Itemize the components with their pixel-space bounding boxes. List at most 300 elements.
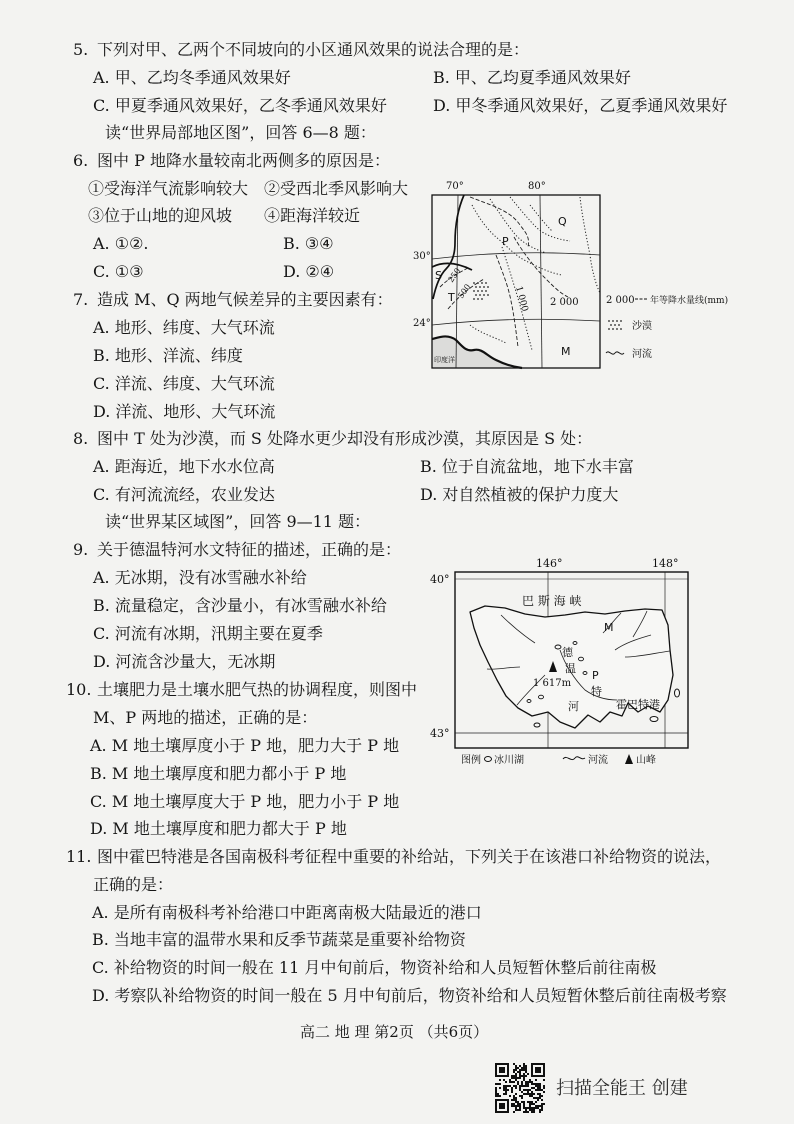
- qr-module: [521, 1069, 523, 1071]
- qr-module: [533, 1103, 535, 1105]
- river-name-char-2: 温: [565, 662, 576, 675]
- reading-instruction-1: 读“世界局部地区图”，回答 6—8 题：: [105, 123, 376, 142]
- qr-module: [529, 1095, 531, 1097]
- legend-isohyet-label: 年等降水量线(mm): [650, 296, 729, 306]
- qr-module: [541, 1095, 543, 1097]
- qr-module: [513, 1111, 515, 1113]
- q7-option-c: C. 洋流、纬度、大气环流: [93, 374, 275, 393]
- qr-module: [539, 1083, 541, 1085]
- qr-module: [499, 1079, 501, 1081]
- q10-option-c: C. M 地土壤厚度大于 P 地，肥力小于 P 地: [90, 792, 400, 811]
- ocean-label: 印度洋: [434, 356, 455, 364]
- qr-module: [515, 1105, 517, 1107]
- qr-module: [531, 1083, 533, 1085]
- qr-module: [537, 1105, 539, 1107]
- qr-module: [525, 1109, 527, 1111]
- qr-module: [499, 1087, 501, 1089]
- qr-module: [525, 1065, 527, 1067]
- qr-module: [527, 1085, 529, 1087]
- qr-module: [537, 1097, 539, 1099]
- qr-module: [513, 1105, 515, 1107]
- qr-module: [515, 1065, 517, 1067]
- qr-module: [537, 1083, 539, 1085]
- qr-module: [515, 1087, 517, 1089]
- qr-module: [527, 1083, 529, 1085]
- qr-module: [495, 1083, 497, 1085]
- q5-option-d: D. 甲冬季通风效果好，乙夏季通风效果好: [433, 96, 728, 115]
- parallel-24: [432, 319, 600, 325]
- q10-option-b: B. M 地土壤厚度和肥力都小于 P 地: [90, 764, 347, 783]
- legend-isohyet-value: 2 000: [606, 295, 635, 306]
- qr-module: [511, 1075, 513, 1077]
- qr-module: [495, 1095, 497, 1097]
- latitude-label-24: 24°: [413, 318, 431, 329]
- q6-stem: 图中 P 地降水量较南北两侧多的原因是：: [97, 151, 390, 170]
- qr-module: [519, 1073, 521, 1075]
- qr-module: [527, 1111, 529, 1113]
- qr-module: [517, 1109, 519, 1111]
- qr-module: [529, 1109, 531, 1111]
- qr-module: [523, 1089, 525, 1091]
- qr-module: [515, 1097, 517, 1099]
- qr-module: [511, 1089, 513, 1091]
- qr-module: [523, 1077, 525, 1079]
- world-region-map: [425, 555, 695, 770]
- qr-module: [519, 1065, 521, 1067]
- qr-module: [523, 1085, 525, 1087]
- q5-stem: 下列对甲、乙两个不同坡向的小区通风效果的说法合理的是：: [97, 40, 530, 59]
- qr-module: [513, 1069, 515, 1071]
- small-island: [675, 689, 680, 697]
- qr-module: [517, 1071, 519, 1073]
- qr-module: [525, 1111, 527, 1113]
- q5-number: 5.: [73, 40, 89, 59]
- q6-statement-2: ②受西北季风影响大: [264, 179, 409, 198]
- q7-option-a: A. 地形、纬度、大气环流: [93, 318, 275, 337]
- qr-module: [517, 1101, 519, 1103]
- qr-module: [531, 1103, 533, 1105]
- qr-module: [525, 1089, 527, 1091]
- qr-module: [531, 1101, 533, 1103]
- longitude-label-80: 80°: [528, 181, 546, 192]
- qr-module: [515, 1075, 517, 1077]
- q10-option-a: A. M 地土壤厚度小于 P 地，肥力大于 P 地: [90, 736, 400, 755]
- qr-module: [511, 1103, 513, 1105]
- qr-module: [527, 1093, 529, 1095]
- q6-statement-4: ④距海洋较近: [264, 206, 361, 225]
- legend-river-symbol: [606, 352, 624, 354]
- q6-option-c: C. ①③: [93, 262, 144, 281]
- qr-module: [525, 1069, 527, 1071]
- q8-number: 8.: [73, 429, 89, 448]
- qr-module: [523, 1075, 525, 1077]
- qr-module: [533, 1107, 535, 1109]
- qr-module: [523, 1063, 525, 1065]
- qr-module: [523, 1105, 525, 1107]
- port-label-hobart: 霍巴特港: [616, 698, 660, 711]
- place-label-p: P: [592, 669, 599, 682]
- q11-stem-line-2: 正确的是：: [93, 875, 174, 894]
- river-name-char-3: 特: [591, 685, 602, 698]
- qr-module: [539, 1093, 541, 1095]
- qr-module: [539, 1097, 541, 1099]
- legend-desert-symbol: [608, 320, 622, 330]
- qr-module: [529, 1107, 531, 1109]
- qr-module: [519, 1087, 521, 1089]
- qr-module: [527, 1101, 529, 1103]
- qr-module: [515, 1067, 517, 1069]
- qr-module: [519, 1077, 521, 1079]
- qr-module: [519, 1103, 521, 1105]
- longitude-label-146: 146°: [536, 557, 563, 570]
- qr-module: [521, 1101, 523, 1103]
- qr-module: [515, 1093, 517, 1095]
- qr-module: [531, 1107, 533, 1109]
- place-label-s: S: [435, 269, 442, 282]
- qr-module: [523, 1101, 525, 1103]
- place-label-q: Q: [558, 215, 567, 228]
- qr-module: [527, 1089, 529, 1091]
- qr-module: [523, 1079, 525, 1081]
- qr-module: [517, 1077, 519, 1079]
- qr-module: [541, 1107, 543, 1109]
- longitude-label-148: 148°: [652, 557, 679, 570]
- q11-option-b: B. 当地丰富的温带水果和反季节蔬菜是重要补给物资: [92, 930, 466, 949]
- qr-module: [513, 1095, 515, 1097]
- qr-module: [519, 1109, 521, 1111]
- isohyet-label-500: 500: [456, 282, 473, 301]
- qr-module: [531, 1081, 533, 1083]
- qr-module: [513, 1099, 515, 1101]
- qr-module: [523, 1065, 525, 1067]
- qr-module: [519, 1105, 521, 1107]
- qr-module: [529, 1081, 531, 1083]
- qr-module: [509, 1081, 511, 1083]
- qr-module: [497, 1095, 499, 1097]
- q11-option-a: A. 是所有南极科考补给港口中距离南极大陆最近的港口: [92, 903, 482, 922]
- latitude-label-30: 30°: [413, 251, 431, 262]
- qr-module: [533, 1087, 535, 1089]
- q7-option-d: D. 洋流、地形、大气环流: [93, 402, 276, 421]
- qr-module: [523, 1067, 525, 1069]
- qr-module: [541, 1089, 543, 1091]
- q9-option-d: D. 河流含沙量大，无冰期: [93, 652, 276, 671]
- qr-module: [533, 1093, 535, 1095]
- qr-module: [503, 1089, 505, 1091]
- legend-glacier-lake-icon: [485, 757, 492, 762]
- q8-stem: 图中 T 处为沙漠，而 S 处降水更少却没有形成沙漠，其原因是 S 处：: [97, 429, 593, 448]
- qr-module: [535, 1085, 537, 1087]
- qr-module: [511, 1081, 513, 1083]
- qr-module: [541, 1109, 543, 1111]
- qr-module: [513, 1103, 515, 1105]
- qr-module: [525, 1071, 527, 1073]
- qr-module: [505, 1081, 507, 1083]
- qr-module: [527, 1081, 529, 1083]
- qr-module: [521, 1081, 523, 1083]
- qr-module: [517, 1105, 519, 1107]
- qr-module: [519, 1089, 521, 1091]
- qr-module: [537, 1099, 539, 1101]
- q5-option-a: A. 甲、乙均冬季通风效果好: [93, 68, 291, 87]
- q6-number: 6.: [73, 151, 89, 170]
- qr-module: [529, 1089, 531, 1091]
- qr-module: [513, 1085, 515, 1087]
- qr-module: [519, 1085, 521, 1087]
- qr-module: [535, 1105, 537, 1107]
- q6-statement-1: ①受海洋气流影响较大: [88, 179, 249, 198]
- qr-module: [515, 1073, 517, 1075]
- scanner-watermark: 扫描全能王 创建: [556, 1078, 688, 1099]
- q6-option-a: A. ①②.: [93, 234, 149, 253]
- rivers-dotted: [470, 197, 600, 350]
- legend-desert-label: 沙漠: [632, 321, 652, 332]
- qr-module: [515, 1069, 517, 1071]
- qr-code: [495, 1063, 545, 1113]
- qr-module: [535, 1083, 537, 1085]
- q7-stem: 造成 M、Q 两地气候差异的主要因素有：: [97, 290, 393, 309]
- page-footer: 高二 地 理 第2页 （共6页）: [300, 1023, 489, 1041]
- qr-module: [521, 1067, 523, 1069]
- q9-option-a: A. 无冰期，没有冰雪融水补给: [93, 568, 307, 587]
- qr-module: [527, 1107, 529, 1109]
- legend-river-label: 河流: [632, 349, 652, 360]
- qr-module: [537, 1093, 539, 1095]
- q9-option-b: B. 流量稳定，含沙量小，有冰雪融水补给: [93, 596, 387, 615]
- q9-stem: 关于德温特河水文特征的描述，正确的是：: [97, 540, 402, 559]
- q9-option-c: C. 河流有冰期，汛期主要在夏季: [93, 624, 323, 643]
- qr-module: [505, 1085, 507, 1087]
- q10-number: 10.: [66, 680, 92, 699]
- qr-module: [515, 1099, 517, 1101]
- qr-module: [517, 1067, 519, 1069]
- main-river: [433, 195, 464, 299]
- qr-module: [523, 1073, 525, 1075]
- qr-module: [535, 1107, 537, 1109]
- qr-module: [515, 1109, 517, 1111]
- place-label-t: T: [448, 291, 455, 304]
- qr-module: [513, 1097, 515, 1099]
- q7-number: 7.: [73, 290, 89, 309]
- qr-module: [515, 1085, 517, 1087]
- place-label-m: M: [561, 345, 571, 358]
- qr-module: [495, 1087, 497, 1089]
- qr-module: [521, 1095, 523, 1097]
- legend-glacier-lake-label: 冰川湖: [494, 755, 524, 766]
- qr-module: [525, 1083, 527, 1085]
- qr-module: [537, 1089, 539, 1091]
- q5-option-b: B. 甲、乙均夏季通风效果好: [433, 68, 631, 87]
- world-partial-region-map: [410, 175, 730, 375]
- qr-module: [521, 1091, 523, 1093]
- q10-stem-line-1: 土壤肥力是土壤水肥气热的协调程度，则图中: [97, 680, 418, 699]
- qr-module: [523, 1107, 525, 1109]
- q7-option-b: B. 地形、洋流、纬度: [93, 346, 243, 365]
- qr-module: [517, 1081, 519, 1083]
- qr-module: [521, 1075, 523, 1077]
- q6-option-b: B. ③④: [283, 234, 334, 253]
- qr-module: [517, 1103, 519, 1105]
- isohyet-label-1000: 1 000: [513, 285, 530, 313]
- qr-module: [543, 1087, 545, 1089]
- qr-module: [509, 1085, 511, 1087]
- qr-module: [535, 1101, 537, 1103]
- qr-module: [539, 1089, 541, 1091]
- qr-module: [539, 1111, 541, 1113]
- river-name-char-4: 河: [568, 700, 579, 713]
- qr-module: [515, 1101, 517, 1103]
- q11-option-d: D. 考察队补给物资的时间一般在 5 月中旬前后，物资补给和人员短暂休整后前往南极考察: [92, 986, 727, 1005]
- qr-module: [535, 1089, 537, 1091]
- qr-module: [543, 1091, 545, 1093]
- q8-option-d: D. 对自然植被的保护力度大: [420, 485, 619, 504]
- qr-module: [519, 1107, 521, 1109]
- qr-module: [521, 1085, 523, 1087]
- qr-module: [531, 1109, 533, 1111]
- qr-module: [511, 1099, 513, 1101]
- qr-module: [525, 1081, 527, 1083]
- q10-option-d: D. M 地土壤厚度和肥力都大于 P 地: [90, 819, 347, 838]
- qr-module: [503, 1079, 505, 1081]
- qr-module: [531, 1087, 533, 1089]
- qr-module: [529, 1105, 531, 1107]
- qr-module: [503, 1087, 505, 1089]
- longitude-label-70: 70°: [446, 181, 464, 192]
- qr-module: [511, 1087, 513, 1089]
- latitude-label-40: 40°: [430, 573, 450, 586]
- isohyet-label-250: 250: [446, 266, 463, 285]
- qr-module: [523, 1103, 525, 1105]
- qr-module: [519, 1075, 521, 1077]
- legend-title: 图例: [461, 755, 481, 766]
- qr-module: [537, 1087, 539, 1089]
- qr-module: [515, 1079, 517, 1081]
- qr-module: [515, 1107, 517, 1109]
- q11-number: 11.: [66, 847, 92, 866]
- qr-module: [509, 1095, 511, 1097]
- qr-module: [499, 1095, 501, 1097]
- qr-module: [503, 1093, 505, 1095]
- qr-module: [529, 1093, 531, 1095]
- qr-module: [517, 1083, 519, 1085]
- legend-peak-icon: [625, 754, 633, 764]
- qr-module: [525, 1093, 527, 1095]
- legend-peak-label: 山峰: [636, 755, 656, 766]
- qr-module: [539, 1109, 541, 1111]
- small-island: [650, 717, 658, 722]
- qr-module: [537, 1085, 539, 1087]
- qr-module: [529, 1101, 531, 1103]
- qr-module: [525, 1067, 527, 1069]
- qr-module: [527, 1073, 529, 1075]
- qr-module: [515, 1077, 517, 1079]
- qr-module: [529, 1079, 531, 1081]
- qr-module: [505, 1087, 507, 1089]
- qr-module: [495, 1091, 497, 1093]
- qr-module: [541, 1099, 543, 1101]
- place-label-p: P: [502, 235, 509, 248]
- qr-module: [541, 1105, 543, 1107]
- qr-module: [509, 1079, 511, 1081]
- qr-module: [511, 1105, 513, 1107]
- q10-stem-line-2: M、P 两地的描述，正确的是：: [93, 708, 318, 727]
- q8-option-a: A. 距海近，地下水水位高: [93, 457, 275, 476]
- qr-module: [513, 1075, 515, 1077]
- qr-module: [533, 1083, 535, 1085]
- qr-module: [537, 1107, 539, 1109]
- qr-module: [523, 1093, 525, 1095]
- qr-module: [541, 1103, 543, 1105]
- latitude-label-43: 43°: [430, 727, 450, 740]
- river-name-char-1: 德: [562, 646, 573, 659]
- qr-module: [539, 1105, 541, 1107]
- meridian-80: [540, 195, 542, 368]
- qr-module: [531, 1091, 533, 1093]
- qr-module: [519, 1071, 521, 1073]
- qr-module: [543, 1103, 545, 1105]
- q11-option-c: C. 补给物资的时间一般在 11 月中旬前后，物资补给和人员短暂休整后前往南极: [92, 958, 657, 977]
- qr-module: [521, 1097, 523, 1099]
- qr-module: [513, 1077, 515, 1079]
- qr-module: [497, 1093, 499, 1095]
- qr-module: [523, 1111, 525, 1113]
- q5-option-c: C. 甲夏季通风效果好，乙冬季通风效果好: [93, 96, 387, 115]
- qr-module: [539, 1095, 541, 1097]
- strait-label: 巴 斯 海 峡: [522, 594, 582, 608]
- qr-module: [513, 1071, 515, 1073]
- q11-stem-line-1: 图中霍巴特港是各国南极科考征程中重要的补给站，下列关于在该港口补给物资的说法，: [97, 847, 722, 866]
- qr-module: [539, 1085, 541, 1087]
- qr-module: [525, 1107, 527, 1109]
- qr-module: [531, 1093, 533, 1095]
- qr-module: [499, 1083, 501, 1085]
- qr-module: [511, 1091, 513, 1093]
- place-label-m: M: [604, 621, 614, 634]
- qr-module: [533, 1109, 535, 1111]
- q8-option-c: C. 有河流流经，农业发达: [93, 485, 275, 504]
- qr-module: [539, 1087, 541, 1089]
- qr-module: [521, 1083, 523, 1085]
- qr-module: [507, 1089, 509, 1091]
- qr-module: [511, 1077, 513, 1079]
- qr-module: [543, 1085, 545, 1087]
- qr-module: [525, 1085, 527, 1087]
- qr-module: [519, 1095, 521, 1097]
- isohyet-label-2000: 2 000: [550, 297, 579, 308]
- qr-module: [507, 1085, 509, 1087]
- q6-option-d: D. ②④: [283, 262, 335, 281]
- qr-module: [529, 1103, 531, 1105]
- q6-statement-3: ③位于山地的迎风坡: [88, 206, 233, 225]
- legend-river-label: 河流: [588, 755, 608, 766]
- small-island: [534, 723, 540, 727]
- qr-module: [525, 1075, 527, 1077]
- qr-module: [533, 1111, 535, 1113]
- qr-module: [513, 1063, 515, 1065]
- legend-river-icon: [563, 757, 585, 760]
- qr-module: [503, 1085, 505, 1087]
- qr-module: [535, 1079, 537, 1081]
- q8-option-b: B. 位于自流盆地，地下水丰富: [420, 457, 634, 476]
- qr-module: [519, 1069, 521, 1071]
- qr-module: [531, 1095, 533, 1097]
- reading-instruction-2: 读“世界某区域图”，回答 9—11 题：: [105, 512, 371, 531]
- qr-module: [543, 1079, 545, 1081]
- q9-number: 9.: [73, 540, 89, 559]
- qr-module: [533, 1097, 535, 1099]
- qr-module: [505, 1091, 507, 1093]
- qr-module: [505, 1093, 507, 1095]
